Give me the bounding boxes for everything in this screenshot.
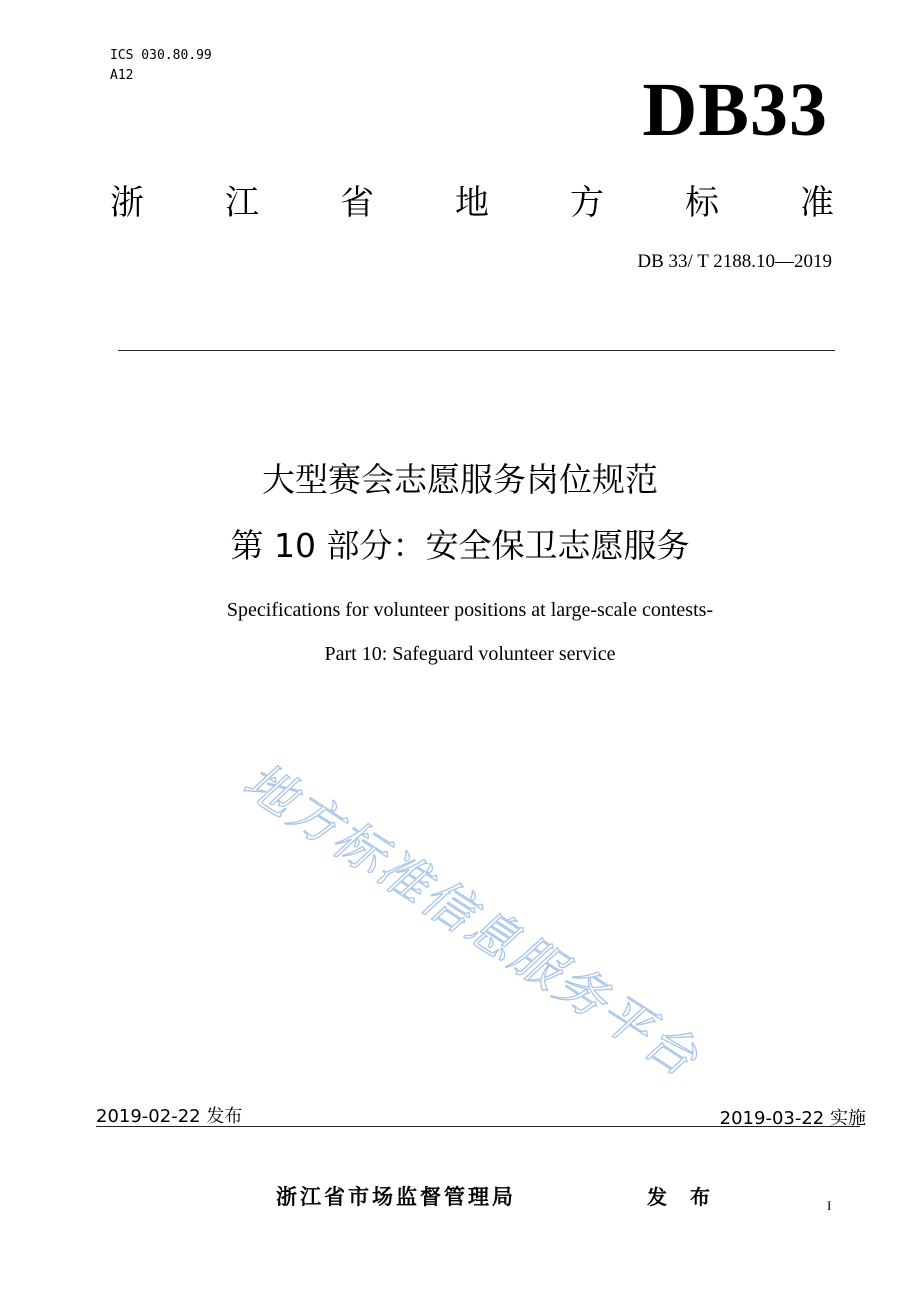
title-cn-line2: 第 10 部分：安全保卫志愿服务: [230, 526, 690, 565]
standard-type-char: 浙: [110, 183, 144, 223]
ccs-code: A12: [110, 68, 134, 83]
standard-type-char: 省: [340, 183, 374, 223]
standard-type-char: 标: [685, 183, 719, 223]
bottom-divider: [96, 1126, 860, 1127]
ics-code: ICS 030.80.99: [110, 48, 212, 63]
title-en-line2: Part 10: Safeguard volunteer service: [324, 643, 616, 665]
standard-code-logo: DB33: [642, 68, 828, 152]
implement-date: 2019-03-22 实施: [719, 1108, 866, 1129]
standard-type-char: 准: [800, 183, 834, 223]
classification-codes: [110, 46, 212, 86]
issuing-authority: 浙江省市场监督管理局: [276, 1185, 516, 1209]
page-number: I: [827, 1198, 832, 1213]
standard-number: DB 33/ T 2188.10—2019: [637, 251, 832, 272]
standard-type-char: 江: [225, 183, 259, 223]
issue-label: 发 布: [647, 1185, 718, 1209]
watermark-text: 地方标准信息服务平台: [233, 751, 710, 1089]
standard-type-char: 地: [455, 183, 489, 223]
standard-type-char: 方: [570, 183, 604, 223]
standard-type-heading: [110, 181, 834, 225]
publish-date: 2019-02-22 发布: [96, 1106, 243, 1127]
title-cn-line1: 大型赛会志愿服务岗位规范: [262, 460, 658, 499]
title-en-line1: Specifications for volunteer positions at large-scale contests-: [226, 599, 714, 621]
top-divider: [118, 350, 835, 351]
